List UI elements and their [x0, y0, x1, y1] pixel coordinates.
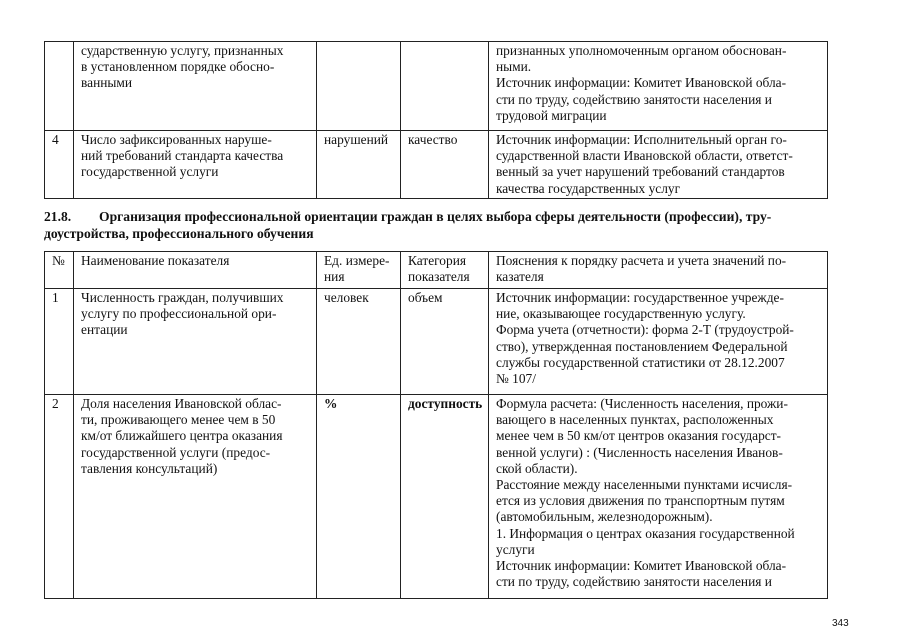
section-title-line1: Организация профессиональной ориентации граждан в целях выбора сферы деятельности (профессии), тру-	[99, 209, 772, 224]
table-row	[45, 131, 828, 199]
header-category: Категория показателя	[401, 252, 489, 289]
cell-num	[45, 42, 74, 131]
cell-name: Число зафиксированных наруше- ний требований стандарта качества государственной услуги	[74, 131, 317, 199]
cell-name: Численность граждан, получивших услугу по профессиональной ори- ентации	[74, 289, 317, 395]
cell-name: Доля населения Ивановской облас- ти, проживающего менее чем в 50 км/от ближайшего центра оказания государственной услуги (предос- тавления консультаций)	[74, 395, 317, 599]
section-heading	[44, 208, 859, 242]
table-main	[44, 251, 828, 599]
cell-num: 1	[45, 289, 74, 395]
cell-category: объем	[401, 289, 489, 395]
cell-num: 4	[45, 131, 74, 199]
header-unit: Ед. измере- ния	[317, 252, 401, 289]
header-notes: Пояснения к порядку расчета и учета значений по- казателя	[489, 252, 828, 289]
header-name: Наименование показателя	[74, 252, 317, 289]
table-header-row	[45, 252, 828, 289]
header-num: №	[45, 252, 74, 289]
cell-category: доступность	[401, 395, 489, 599]
page-number: 343	[832, 618, 849, 629]
cell-num: 2	[45, 395, 74, 599]
cell-unit: %	[317, 395, 401, 599]
cell-category: качество	[401, 131, 489, 199]
cell-notes: Источник информации: государственное учрежде- ние, оказывающее государственную услугу. Форма учета (отчетности): форма 2-Т (трудоустрой- ство), утвержденная постановлением Федеральной службы государственной статистики от 28.12.2007 № 107/	[489, 289, 828, 395]
cell-unit: нарушений	[317, 131, 401, 199]
cell-notes: Источник информации: Исполнительный орган го- сударственной власти Ивановской области, ответст- венный за учет нарушений требований стандартов качества государственных услуг	[489, 131, 828, 199]
table-row	[45, 395, 828, 599]
cell-notes: Формула расчета: (Численность населения, прожи- вающего в населенных пунктах, расположенных менее чем в 50 км/от центров оказания государст- венной услуги) : (Численность населения Иванов- ской области). Расстояние между населенными пунктами исчисля- ется из условия движения по транспортным путям (автомобильным, железнодорожным). 1. Информация о центрах оказания государственной услуги Источник информации: Комитет Ивановской обла- сти по труду, содействию занятости населения и	[489, 395, 828, 599]
table-top	[44, 41, 828, 199]
table-row	[45, 42, 828, 131]
cell-unit: человек	[317, 289, 401, 395]
cell-name: сударственную услугу, признанных в установленном порядке обосно- ванными	[74, 42, 317, 131]
cell-unit	[317, 42, 401, 131]
cell-notes: признанных уполномоченным органом обоснован- ными. Источник информации: Комитет Ивановской обла- сти по труду, содействию занятости населения и трудовой миграции	[489, 42, 828, 131]
cell-category	[401, 42, 489, 131]
section-number: 21.8.	[44, 209, 72, 224]
table-row	[45, 289, 828, 395]
section-title-line2: доустройства, профессионального обучения	[44, 226, 314, 241]
